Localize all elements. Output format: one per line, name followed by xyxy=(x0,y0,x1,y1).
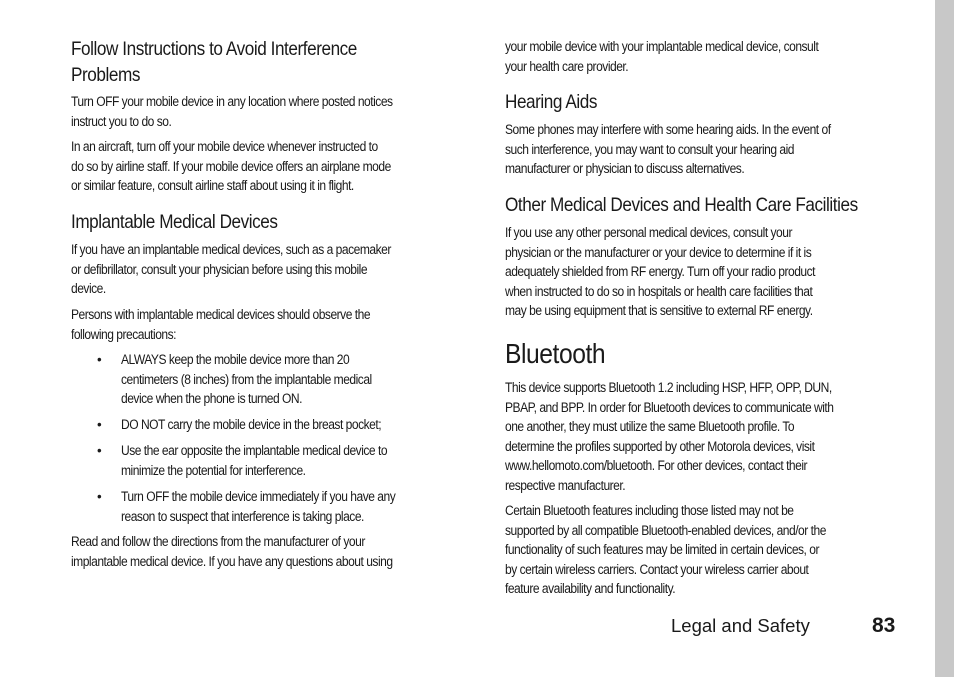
list-item-text xyxy=(121,441,427,480)
text-line: device when the phone is turned ON. xyxy=(121,391,302,407)
text-line: This device supports Bluetooth 1.2 including HSP, HFP, OPP, DUN, xyxy=(505,380,832,395)
text-line: PBAP, and BPP. In order for Bluetooth devices to communicate with xyxy=(505,399,834,415)
text-line: functionality of such features may be limited in certain devices, or xyxy=(505,542,820,558)
paragraph-precautions-intro xyxy=(71,305,465,344)
text-line: reason to suspect that interference is taking place. xyxy=(121,508,364,524)
bullet-icon: • xyxy=(97,352,102,367)
text-line: may be using equipment that is sensitive to external RF energy. xyxy=(505,303,813,319)
text-line: www.hellomoto.com/bluetooth. For other devices, contact their xyxy=(505,458,808,474)
text-line: In an aircraft, turn off your mobile device whenever instructed to xyxy=(71,139,378,154)
paragraph-pacemaker xyxy=(71,240,465,299)
heading-line: Follow Instructions to Avoid Interference xyxy=(71,38,357,60)
section-heading-hearing-aids: Hearing Aids xyxy=(505,91,598,113)
page-edge-tab xyxy=(935,0,954,677)
text-line: centimeters (8 inches) from the implantable medical xyxy=(121,371,372,387)
bullet-icon: • xyxy=(97,489,102,504)
text-line: or defibrillator, consult your physician before using this mobile xyxy=(71,261,368,277)
text-line: Some phones may interfere with some hearing aids. In the event of xyxy=(505,122,831,137)
text-line: Certain Bluetooth features including those listed may not be xyxy=(505,503,794,518)
text-line: determine the profiles supported by other Motorola devices, visit xyxy=(505,438,815,454)
text-line: Persons with implantable medical devices should observe the xyxy=(71,307,371,322)
text-line: Turn OFF your mobile device in any location where posted notices xyxy=(71,94,393,109)
text-line: minimize the potential for interference. xyxy=(121,462,306,478)
text-line: Turn OFF the mobile device immediately if you have any xyxy=(121,489,396,504)
section-heading-implantable: Implantable Medical Devices xyxy=(71,211,278,233)
section-heading-interference xyxy=(71,36,466,88)
text-line: or similar feature, consult airline staff about using it in flight. xyxy=(71,178,354,194)
text-line: your mobile device with your implantable medical device, consult xyxy=(505,39,819,54)
paragraph-hearing-aids xyxy=(505,120,899,179)
section-heading-other-medical: Other Medical Devices and Health Care Facilities xyxy=(505,194,858,216)
paragraph-manufacturer-directions xyxy=(71,532,465,571)
text-line: such interference, you may want to consult your hearing aid xyxy=(505,141,794,157)
text-line: respective manufacturer. xyxy=(505,477,626,493)
text-line: do so by airline staff. If your mobile device offers an airplane mode xyxy=(71,158,391,174)
text-line: DO NOT carry the mobile device in the breast pocket; xyxy=(121,417,382,432)
bullet-icon: • xyxy=(97,417,102,432)
text-line: Use the ear opposite the implantable medical device to xyxy=(121,443,388,458)
text-line: by certain wireless carriers. Contact your wireless carrier about xyxy=(505,561,809,577)
paragraph-posted-notices xyxy=(71,92,465,131)
page-number: 83 xyxy=(872,614,896,637)
text-line: physician or the manufacturer or your device to determine if it is xyxy=(505,244,812,260)
paragraph-other-medical xyxy=(505,223,899,321)
text-line: device. xyxy=(71,281,106,297)
text-line: adequately shielded from RF energy. Turn off your radio product xyxy=(505,264,816,280)
text-line: Read and follow the directions from the manufacturer of your xyxy=(71,534,365,549)
text-line: your health care provider. xyxy=(505,58,629,74)
text-line: ALWAYS keep the mobile device more than 20 xyxy=(121,352,350,367)
paragraph-continued xyxy=(505,37,899,76)
paragraph-bluetooth-profiles xyxy=(505,378,899,496)
paragraph-aircraft xyxy=(71,137,465,196)
text-line: feature availability and functionality. xyxy=(505,581,676,597)
text-line: one another, they must utilize the same Bluetooth profile. To xyxy=(505,419,795,435)
text-line: If you have an implantable medical devices, such as a pacemaker xyxy=(71,242,391,257)
text-line: supported by all compatible Bluetooth-enabled devices, and/or the xyxy=(505,522,826,538)
list-item-text xyxy=(121,350,427,409)
text-line: implantable medical device. If you have any questions about using xyxy=(71,553,393,569)
text-line: instruct you to do so. xyxy=(71,113,172,129)
footer-section-label: Legal and Safety xyxy=(671,615,810,636)
list-item-text xyxy=(121,487,427,526)
text-line: If you use any other personal medical devices, consult your xyxy=(505,225,792,240)
bullet-icon: • xyxy=(97,443,102,458)
paragraph-bluetooth-features xyxy=(505,501,899,599)
text-line: manufacturer or physician to discuss alternatives. xyxy=(505,161,745,177)
section-title-bluetooth: Bluetooth xyxy=(505,338,606,369)
text-line: when instructed to do so in hospitals or health care facilities that xyxy=(505,283,813,299)
list-item-text xyxy=(121,415,427,435)
heading-line: Problems xyxy=(71,64,140,86)
text-line: following precautions: xyxy=(71,326,177,342)
